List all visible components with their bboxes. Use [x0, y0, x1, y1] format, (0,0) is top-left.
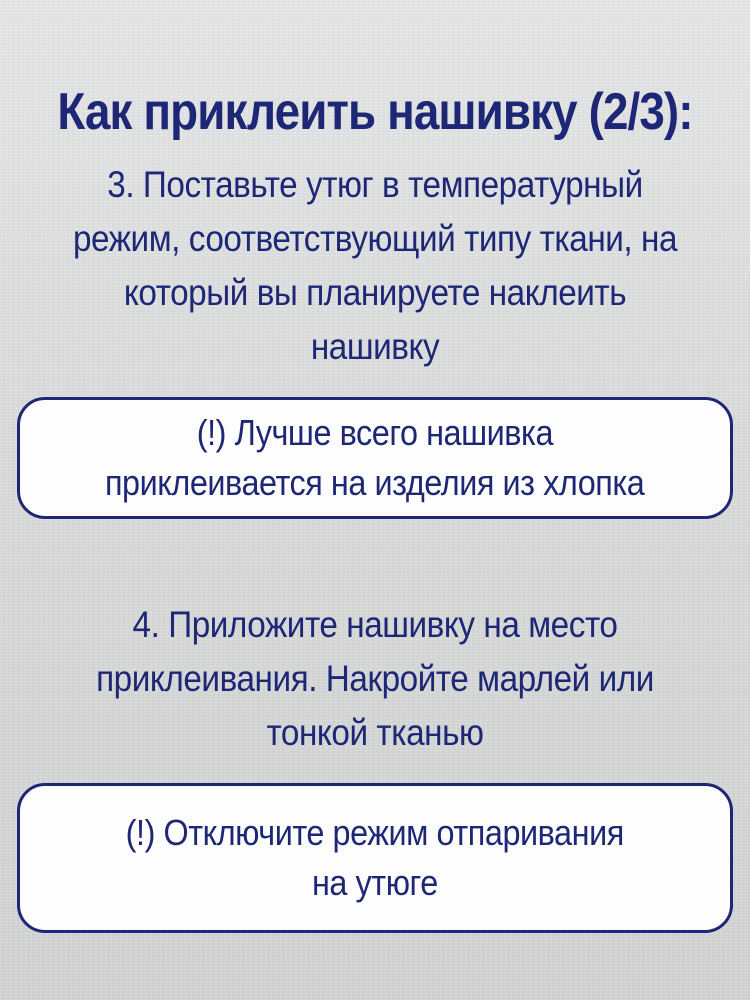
callout-steam-line: (!) Отключите режим отпаривания	[125, 812, 625, 853]
step-3-line: нашивку	[310, 326, 440, 367]
callout-cotton-line: (!) Лучше всего нашивка	[196, 412, 554, 453]
callout-cotton-line: приклеивается на изделия из хлопка	[105, 462, 645, 503]
callout-steam-line: на утюге	[312, 862, 438, 903]
step-3-line: который вы планируете наклеить	[123, 272, 627, 313]
step-3-line: 3. Поставьте утюг в температурный	[107, 164, 643, 205]
callout-cotton-note	[17, 397, 733, 519]
page-title: Как приклеить нашивку (2/3):	[57, 82, 693, 141]
step-4-line: тонкой тканью	[266, 712, 484, 753]
step-4-line: 4. Приложите нашивку на место	[132, 604, 618, 645]
callout-steam-note	[17, 783, 733, 933]
step-3-line: режим, соответствующий типу ткани, на	[72, 218, 678, 259]
step-4-line: приклеивания. Накройте марлей или	[96, 658, 654, 699]
step-3-instruction	[0, 158, 750, 374]
step-4-instruction	[0, 598, 750, 760]
